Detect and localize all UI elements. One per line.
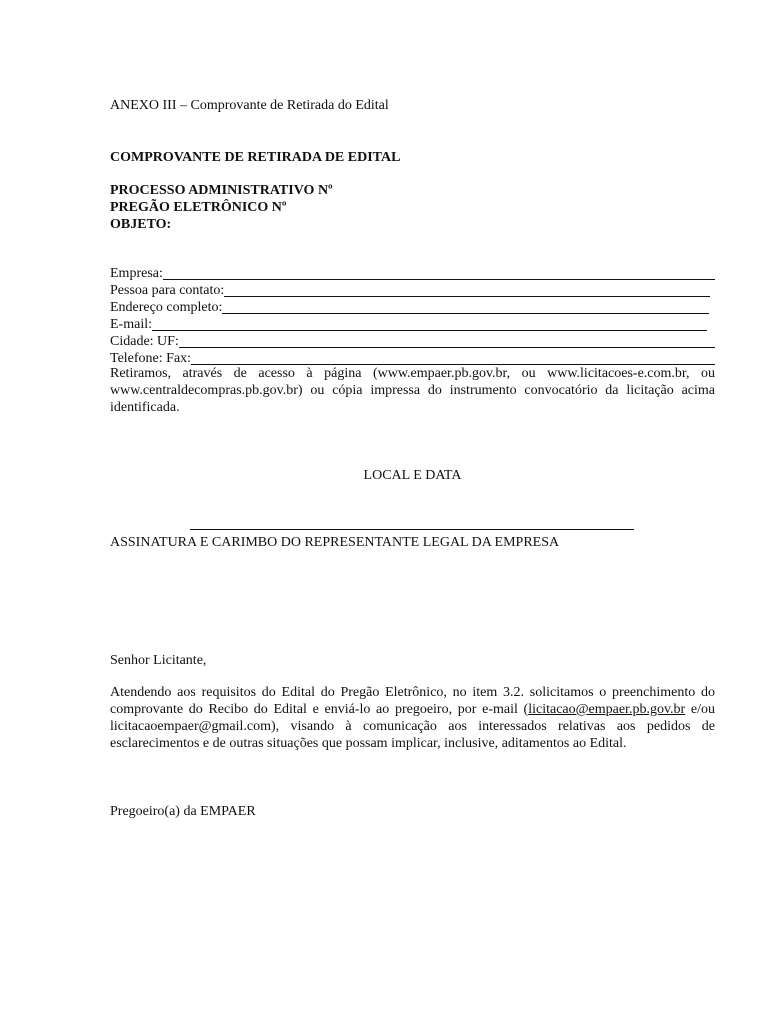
field-blank-line[interactable] (222, 301, 709, 314)
field-contact-person[interactable] (110, 282, 715, 299)
greeting: Senhor Licitante, (110, 653, 207, 668)
signature-line (190, 529, 634, 530)
object-label: OBJETO: (110, 217, 172, 232)
field-label: Empresa: (110, 266, 163, 281)
document-heading: COMPROVANTE DE RETIRADA DE EDITAL (110, 150, 401, 165)
field-label: Pessoa para contato: (110, 283, 225, 298)
field-label: Endereço completo: (110, 300, 223, 315)
place-and-date: LOCAL E DATA (363, 468, 462, 483)
field-label: Cidade: UF: (110, 334, 179, 349)
field-blank-line[interactable] (179, 335, 715, 348)
signature-caption: ASSINATURA E CARIMBO DO REPRESENTANTE LEGAL DA EMPRESA (110, 535, 560, 550)
field-empresa[interactable] (110, 265, 715, 282)
field-blank-line[interactable] (152, 318, 707, 331)
field-city-state[interactable] (110, 333, 715, 350)
field-label: E-mail: (110, 317, 152, 332)
closing-signature: Pregoeiro(a) da EMPAER (110, 804, 256, 819)
field-full-address[interactable] (110, 299, 715, 316)
field-label: Telefone: Fax: (110, 351, 192, 366)
process-number-label: PROCESSO ADMINISTRATIVO Nº (110, 183, 333, 198)
retrieval-statement: Retiramos, através de acesso à página (www.empaer.pb.gov.br, ou www.licitacoes-e.com.br, ou www.centraldecompras.pb.gov.br) ou cópia impressa do instrumento convocatório da licitação acima identificada. (110, 366, 715, 415)
auction-number-label: PREGÃO ELETRÔNICO Nº (110, 200, 287, 215)
notice-paragraph (110, 684, 715, 752)
field-blank-line[interactable] (163, 267, 715, 280)
notice-text-after: e/ou licitacaoempaer@gmail.com), visando à comunicação aos interessados relativas aos pedidos de esclarecimentos e de outras situações que possam implicar, inclusive, aditamentos ao Edital. (110, 702, 715, 751)
field-blank-line[interactable] (191, 352, 715, 365)
field-blank-line[interactable] (224, 284, 710, 297)
field-email[interactable] (110, 316, 715, 333)
notice-text-before: Atendendo aos requisitos do Edital do Pregão Eletrônico, no item 3.2. solicitamos o preenchimento do comprovante do Recibo do Edital e enviá-lo ao pregoeiro, por e-mail ( (110, 685, 715, 717)
email-link[interactable]: licitacao@empaer.pb.gov.br (528, 702, 686, 717)
annex-title: ANEXO III – Comprovante de Retirada do Edital (110, 98, 389, 113)
